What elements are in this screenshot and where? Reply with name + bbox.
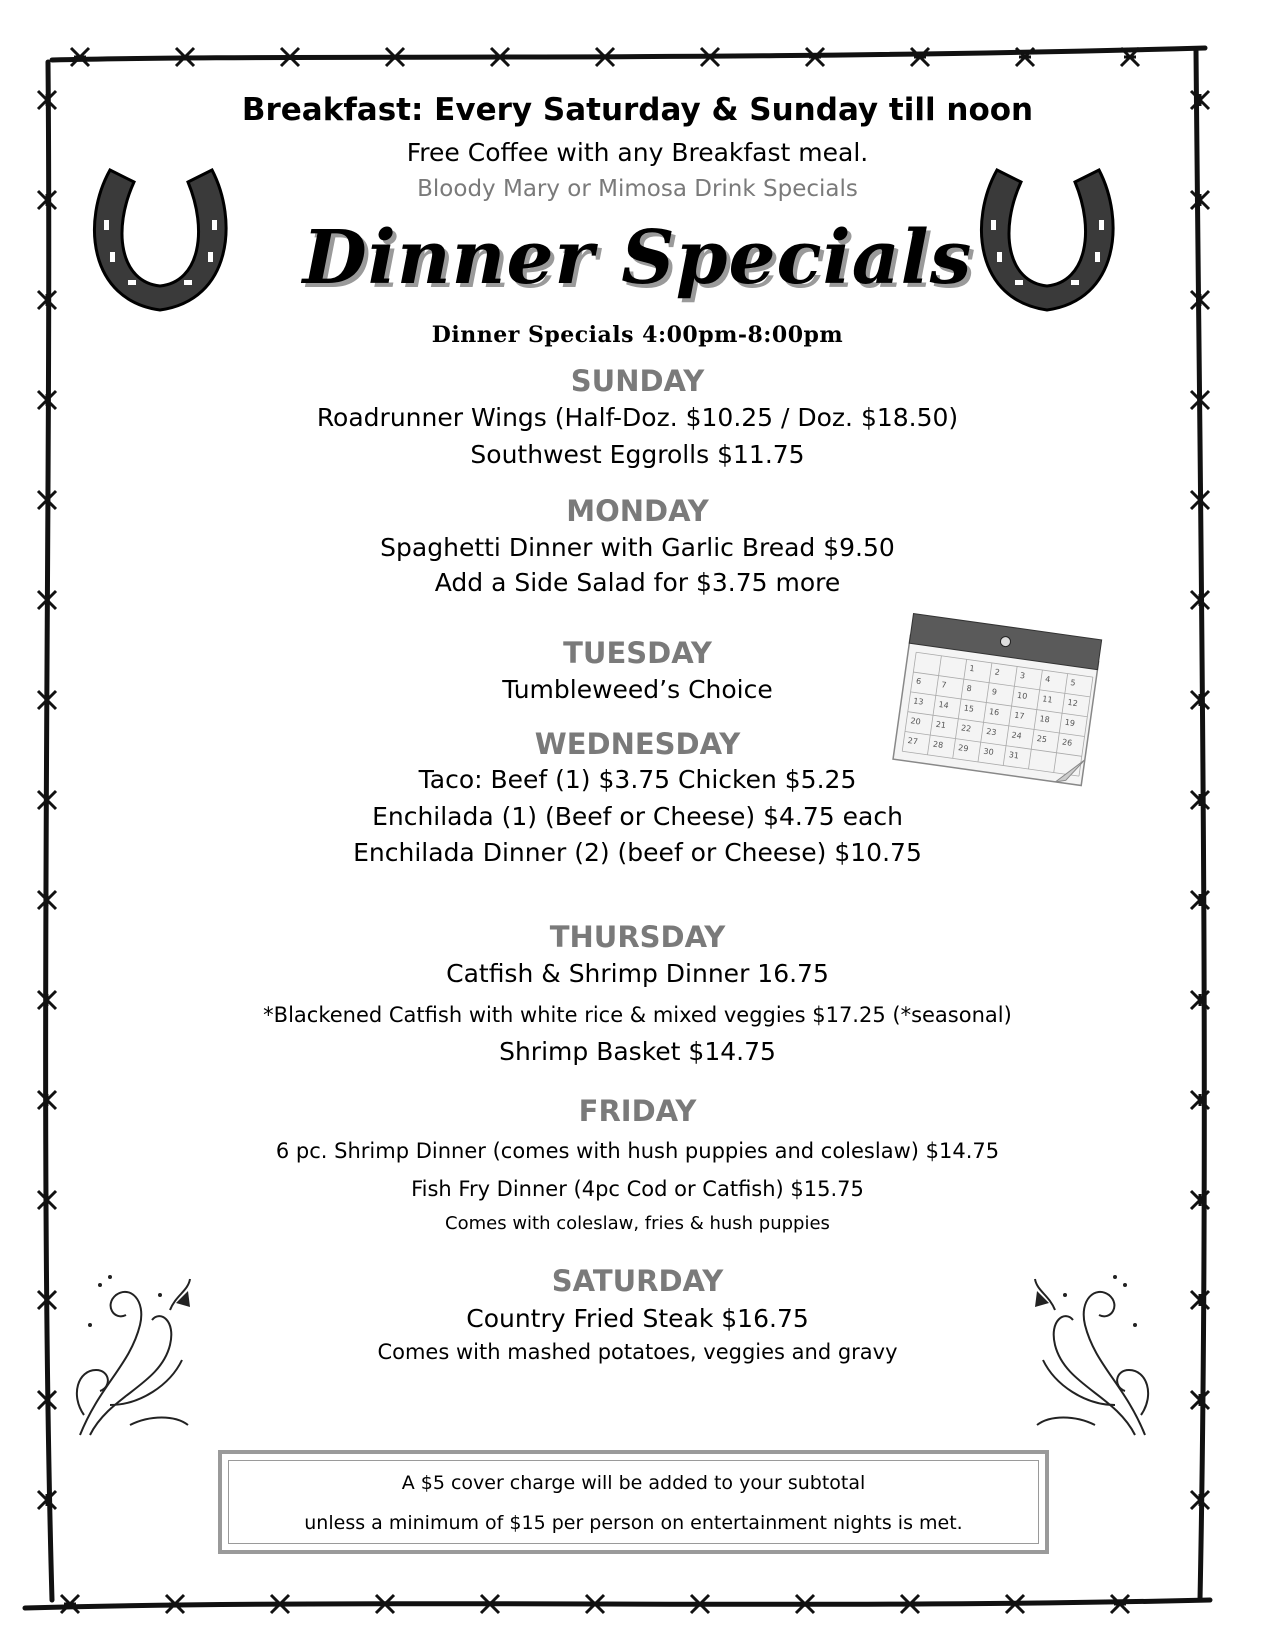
day-heading-thursday: THURSDAY [549, 920, 726, 954]
menu-item: Country Fried Steak $16.75 [466, 1304, 809, 1333]
dinner-hours: Dinner Specials 4:00pm-8:00pm [431, 322, 844, 348]
cover-charge-notice [218, 1450, 1049, 1554]
calendar-day-number: 4 [1044, 674, 1051, 685]
page-title: Dinner Specials [302, 215, 973, 301]
menu-item: Fish Fry Dinner (4pc Cod or Catfish) $15.75 [411, 1177, 864, 1201]
day-heading-wednesday: WEDNESDAY [534, 727, 741, 761]
calendar-day-number: 20 [909, 716, 922, 727]
free-coffee-line: Free Coffee with any Breakfast meal. [406, 138, 869, 167]
calendar-day-number: 14 [937, 699, 950, 711]
calendar-day-number: 28 [932, 739, 944, 750]
menu-item: Comes with mashed potatoes, veggies and gravy [377, 1340, 898, 1364]
calendar-day-number: 18 [1038, 714, 1051, 725]
calendar-day-number: 13 [912, 696, 925, 707]
notice-line-1: A $5 cover charge will be added to your subtotal [401, 1472, 866, 1494]
menu-item: Enchilada Dinner (2) (beef or Cheese) $10.75 [353, 838, 922, 867]
calendar-day-number: 19 [1064, 717, 1076, 729]
calendar-day-number: 21 [935, 719, 947, 731]
day-heading-tuesday: TUESDAY [563, 636, 712, 670]
calendar-day-number: 5 [1069, 678, 1077, 688]
menu-item: Comes with coleslaw, fries & hush puppies [445, 1213, 830, 1234]
menu-item: Southwest Eggrolls $11.75 [470, 440, 805, 469]
calendar-day-number: 1 [968, 663, 976, 674]
menu-item: Enchilada (1) (Beef or Cheese) $4.75 each [372, 802, 903, 831]
calendar-day-number: 9 [991, 687, 998, 697]
calendar-day-number: 16 [988, 707, 1000, 718]
calendar-day-number: 12 [1067, 697, 1079, 709]
calendar-day-number: 30 [982, 746, 995, 757]
day-heading-friday: FRIDAY [578, 1094, 697, 1128]
drink-specials-line: Bloody Mary or Mimosa Drink Specials [417, 176, 858, 202]
breakfast-heading: Breakfast: Every Saturday & Sunday till noon [241, 92, 1034, 128]
flourish-left-icon [70, 1265, 195, 1440]
calendar-day-number: 26 [1061, 737, 1073, 748]
menu-item: Tumbleweed’s Choice [502, 675, 773, 704]
calendar-day-number: 15 [963, 703, 975, 714]
calendar-day-number: 17 [1013, 710, 1026, 721]
flourish-right-icon [1030, 1265, 1155, 1440]
calendar-day-number: 29 [957, 743, 969, 754]
calendar-day-number: 3 [1019, 670, 1026, 681]
menu-item: Roadrunner Wings (Half-Doz. $10.25 / Doz. $18.50) [316, 403, 959, 432]
calendar-day-number: 10 [1016, 690, 1028, 702]
calendar-day-number: 25 [1036, 733, 1048, 745]
calendar-day-number: 2 [994, 667, 1001, 678]
day-heading-saturday: SATURDAY [551, 1264, 724, 1298]
calendar-day-number: 8 [966, 683, 973, 694]
day-heading-sunday: SUNDAY [570, 364, 705, 398]
menu-item: 6 pc. Shrimp Dinner (comes with hush puppies and coleslaw) $14.75 [275, 1139, 1000, 1163]
calendar-day-number: 6 [915, 676, 922, 687]
menu-item: Catfish & Shrimp Dinner 16.75 [446, 959, 829, 988]
menu-item: Add a Side Salad for $3.75 more [434, 568, 841, 597]
calendar-day-number: 24 [1010, 730, 1023, 741]
calendar-day-number: 23 [985, 726, 998, 738]
menu-item: *Blackened Catfish with white rice & mixed veggies $17.25 (*seasonal) [263, 1003, 1012, 1027]
menu-item: Spaghetti Dinner with Garlic Bread $9.50 [380, 533, 895, 562]
calendar-day-number: 27 [907, 736, 919, 747]
calendar-day-number: 7 [940, 680, 948, 690]
day-heading-monday: MONDAY [566, 494, 709, 528]
menu-item: Taco: Beef (1) $3.75 Chicken $5.25 [418, 765, 857, 794]
calendar-icon [880, 612, 1115, 792]
menu-item: Shrimp Basket $14.75 [499, 1037, 776, 1066]
notice-line-2: unless a minimum of $15 per person on entertainment nights is met. [304, 1512, 963, 1534]
calendar-day-number: 22 [960, 723, 972, 734]
calendar-day-number: 11 [1041, 694, 1054, 705]
calendar-day-number: 31 [1008, 750, 1020, 761]
